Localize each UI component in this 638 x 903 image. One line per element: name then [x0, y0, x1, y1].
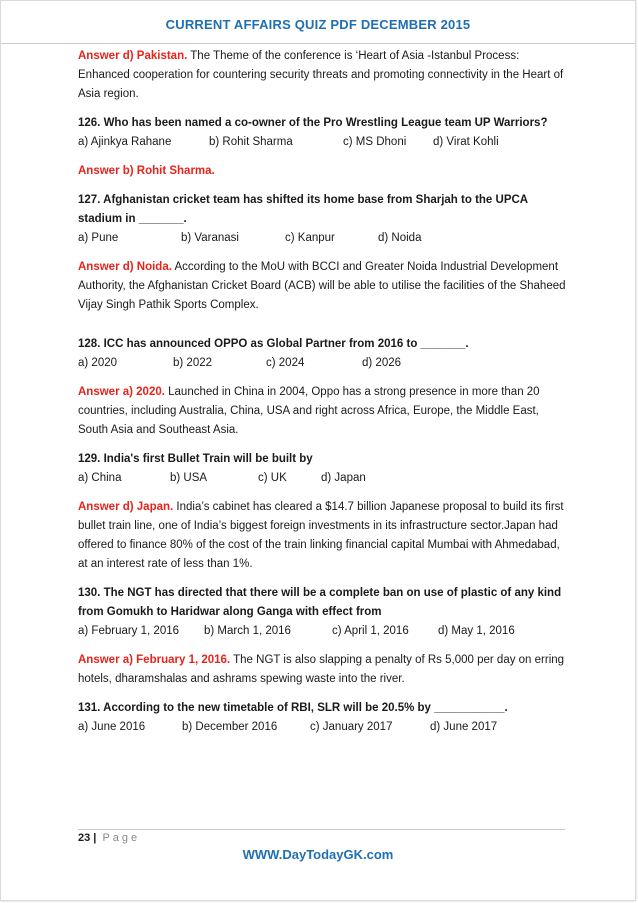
- option-a: a) China: [78, 472, 122, 484]
- option-c: c) January 2017: [310, 721, 393, 733]
- page-word: Page: [102, 832, 141, 844]
- option-a: a) February 1, 2016: [78, 625, 180, 637]
- answer-label: Answer b) Rohit Sharma.: [78, 165, 215, 177]
- question-129: 129. India's first Bullet Train will be built by: [78, 453, 313, 465]
- page-header-title: CURRENT AFFAIRS QUIZ PDF DECEMBER 2015: [165, 17, 471, 32]
- question-127: 127. Afghanistan cricket team has shifted its home base from Sharjah to the UPCA stadium in _______.: [78, 194, 528, 225]
- answer-126: [78, 162, 568, 181]
- option-a: a) Pune: [78, 232, 119, 244]
- page-separator: |: [90, 832, 100, 844]
- option-b: b) Rohit Sharma: [209, 136, 293, 148]
- answer-130: [78, 651, 568, 689]
- answer-129: [78, 498, 568, 574]
- answer-explanation: The Theme of the conference is ‘Heart of Asia -Istanbul Process: Enhanced cooperation for countering security threats and promoting connectivity in the Heart of Asia region.: [78, 50, 564, 100]
- answer-125: [78, 47, 568, 104]
- answer-explanation: India’s cabinet has cleared a $14.7 billion Japanese proposal to build its first bullet train line, one of India’s biggest foreign investments in its infrastructure sector.Japan had offered to finance 80% of the cost of the train linking financial capital Mumbai with Ahmedabad, at an interest rate of less than 1%.: [78, 501, 564, 570]
- answer-label: Answer d) Japan.: [78, 501, 174, 513]
- question-131: 131. According to the new timetable of RBI, SLR will be 20.5% by ___________.: [78, 702, 508, 714]
- answer-label: Answer a) February 1, 2016.: [78, 654, 231, 666]
- answer-label: Answer d) Noida.: [78, 261, 172, 273]
- options-126: [78, 133, 568, 152]
- option-a: a) 2020: [78, 357, 118, 369]
- option-b: b) Varanasi: [181, 232, 239, 244]
- website-link[interactable]: WWW.DayTodayGK.com: [242, 847, 394, 862]
- header-divider: [1, 43, 635, 44]
- options-128: [78, 354, 568, 373]
- answer-label: Answer d) Pakistan.: [78, 50, 188, 62]
- page-number: [78, 832, 140, 844]
- answer-explanation: Launched in China in 2004, Oppo has a strong presence in more than 20 countries, including Australia, China, USA and right across Africa, Europe, the Middle East, South Asia and Southeast Asia.: [78, 386, 540, 436]
- options-131: [78, 718, 568, 737]
- option-c: c) April 1, 2016: [332, 625, 409, 637]
- option-c: c) UK: [258, 472, 287, 484]
- answer-explanation: The NGT is also slapping a penalty of Rs 5,000 per day on erring hotels, dharamshalas and ashrams spewing waste into the river.: [78, 654, 565, 685]
- option-d: d) May 1, 2016: [438, 625, 515, 637]
- answer-127: [78, 258, 568, 315]
- question-130: 130. The NGT has directed that there will be a complete ban on use of plastic of any kind from Gomukh to Haridwar along Ganga with effect from: [78, 587, 562, 618]
- answer-128: [78, 383, 568, 440]
- option-d: d) June 2017: [430, 721, 498, 733]
- options-127: [78, 229, 568, 248]
- option-d: d) Japan: [321, 472, 366, 484]
- quiz-content: [78, 47, 568, 737]
- option-d: d) 2026: [362, 357, 402, 369]
- answer-explanation: According to the MoU with BCCI and Greater Noida Industrial Development Authority, the Afghanistan Cricket Board (ACB) will be able to utilise the facilities of the Shaheed Vijay Singh Pathik Sports Complex.: [78, 261, 566, 311]
- options-129: [78, 469, 568, 488]
- option-c: c) MS Dhoni: [343, 136, 407, 148]
- option-a: a) Ajinkya Rahane: [78, 136, 172, 148]
- option-b: b) December 2016: [182, 721, 278, 733]
- page-number-value: 23: [78, 832, 91, 844]
- question-128: 128. ICC has announced OPPO as Global Partner from 2016 to _______.: [78, 338, 469, 350]
- option-b: b) 2022: [173, 357, 213, 369]
- question-126: 126. Who has been named a co-owner of the Pro Wrestling League team UP Warriors?: [78, 117, 548, 129]
- option-a: a) June 2016: [78, 721, 146, 733]
- options-130: [78, 622, 568, 641]
- footer-divider: [78, 829, 565, 830]
- option-b: b) March 1, 2016: [204, 625, 291, 637]
- option-d: d) Noida: [378, 232, 422, 244]
- option-c: c) 2024: [266, 357, 305, 369]
- option-d: d) Virat Kohli: [433, 136, 499, 148]
- option-c: c) Kanpur: [285, 232, 335, 244]
- option-b: b) USA: [170, 472, 208, 484]
- answer-label: Answer a) 2020.: [78, 386, 165, 398]
